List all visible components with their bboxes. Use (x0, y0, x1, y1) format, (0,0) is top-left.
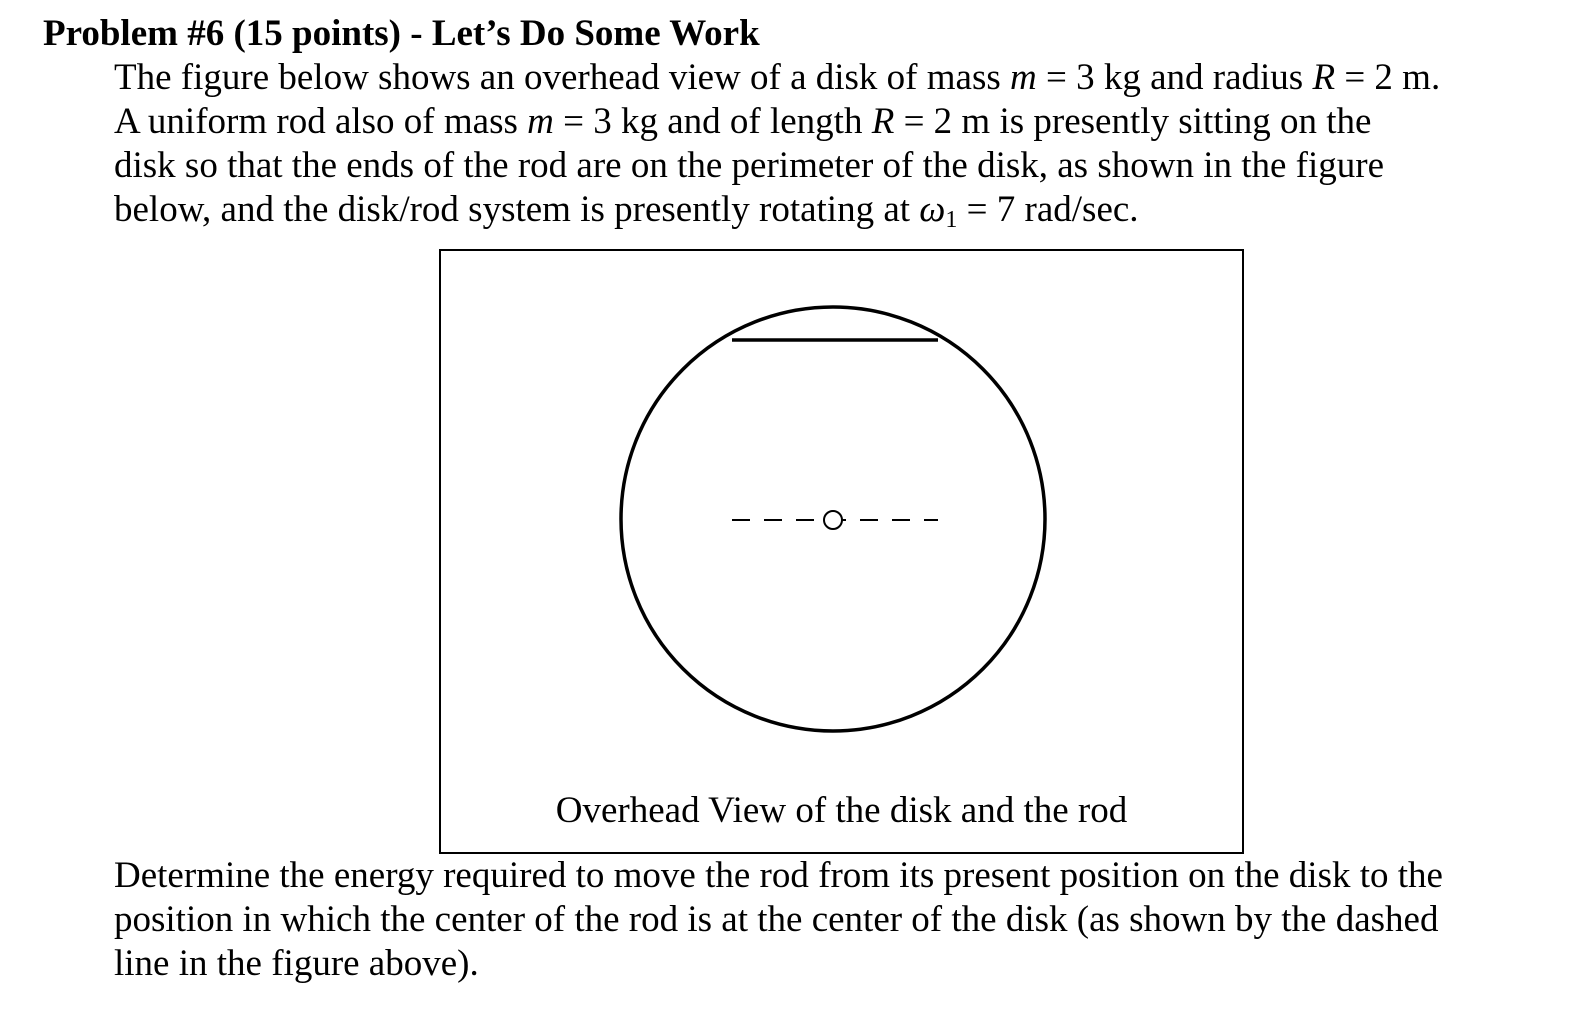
statement-line-2: A uniform rod also of mass m = 3 kg and of length R = 2 m is presently sitting on the (114, 101, 1372, 142)
question-line-1: Determine the energy required to move the rod from its present position on the disk to the (114, 855, 1443, 896)
omega-symbol: ω (919, 189, 946, 230)
figure-box (439, 249, 1244, 854)
question-line-3: line in the figure above). (114, 943, 479, 984)
radius-symbol: R (871, 101, 895, 142)
mass-symbol: m (1010, 57, 1037, 98)
disk-center-pivot (824, 511, 842, 529)
disk-rod-diagram (441, 251, 1242, 852)
question-text (114, 854, 1443, 986)
statement-line-1: The figure below shows an overhead view of a disk of mass m = 3 kg and radius R = 2 m. (114, 57, 1441, 98)
figure-caption: Overhead View of the disk and the rod (555, 790, 1128, 831)
omega-subscript: 1 (945, 207, 958, 233)
statement-line-4: below, and the disk/rod system is presently rotating at ω1 = 7 rad/sec. (114, 189, 1139, 233)
mass-symbol: m (527, 101, 554, 142)
problem-statement (114, 56, 1440, 236)
radius-symbol: R (1312, 57, 1336, 98)
question-line-2: position in which the center of the rod is at the center of the disk (as shown by the dashed (114, 899, 1439, 940)
statement-line-3: disk so that the ends of the rod are on the perimeter of the disk, as shown in the figure (114, 145, 1385, 186)
problem-title: Problem #6 (15 points) - Let’s Do Some Work (43, 13, 760, 54)
